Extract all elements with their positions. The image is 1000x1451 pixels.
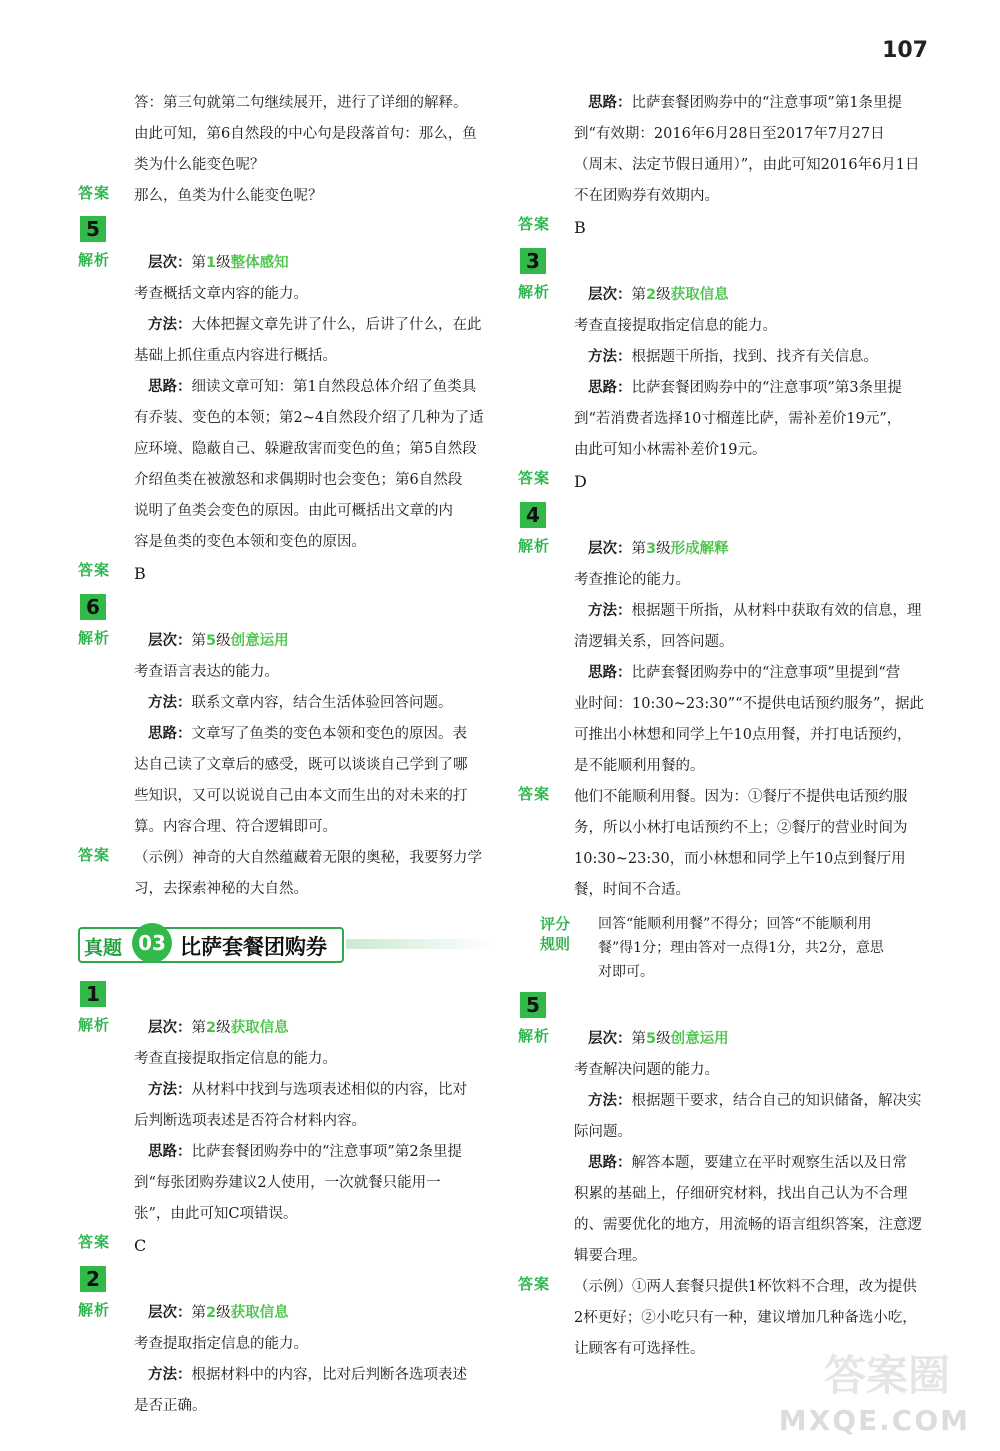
thinking-line: 思路：比萨套餐团购券中的“注意事项”第1条里提 [588, 95, 903, 111]
answer-tag: 答案 [78, 184, 111, 202]
ability-line: 考查直接提取指定信息的能力。 [134, 1051, 337, 1067]
method-line: 方法：大体把握文章先讲了什么，后讲了什么，在此 [148, 317, 482, 333]
s3q1-analysis [78, 1013, 498, 1230]
answer-text: （示例）①两人套餐只提供1杯饮料不合理，改为提供 [574, 1279, 917, 1295]
question-number: 2 [80, 1266, 106, 1292]
thinking-line: 思路：解答本题，要建立在平时观察生活以及日常 [588, 1155, 907, 1171]
s3q4-analysis [518, 534, 938, 782]
level-line: 层次：第1级整体感知 [148, 255, 289, 271]
answer-text: B [574, 218, 586, 237]
answer-text: 10:30~23:30，而小林想和同学上午10点到餐厅用 [574, 851, 906, 867]
s3q2-thinking-continued [518, 88, 938, 212]
answer-text: C [134, 1236, 147, 1255]
thinking-line: 到“有效期：2016年6月28日至2017年7月27日 [574, 126, 885, 142]
banner-title: 比萨套餐团购券 [180, 934, 327, 959]
thinking-line: 的、需要优化的地方，用流畅的语言组织答案，注意逻 [574, 1217, 922, 1233]
answer-tag: 答案 [518, 215, 551, 233]
question-number: 5 [520, 992, 546, 1018]
question-number: 6 [80, 594, 106, 620]
level-line: 层次：第2级获取信息 [588, 287, 729, 303]
banner-decoration [346, 939, 496, 949]
method-line: 方法：根据材料中的内容，比对后判断各选项表述 [148, 1367, 467, 1383]
answer-text: 那么，鱼类为什么能变色呢？ [134, 188, 323, 204]
thinking-line: 思路：细读文章可知：第1自然段总体介绍了鱼类具 [148, 379, 477, 395]
scoring-line: 餐”得1分；理由答对一点得1分，共2分，意思 [598, 940, 884, 956]
level-line: 层次：第5级创意运用 [148, 633, 289, 649]
method-line: 方法：从材料中找到与选项表述相似的内容，比对 [148, 1082, 467, 1098]
answer-text: 习，去探索神秘的大自然。 [134, 881, 308, 897]
analysis-tag: 解析 [518, 537, 551, 555]
answer-text: B [134, 564, 146, 583]
thinking-line: 到“每张团购券建议2人使用，一次就餐只能用一 [134, 1175, 441, 1191]
question-number: 1 [80, 981, 106, 1007]
thinking-line: 容是鱼类的变色本领和变色的原因。 [134, 534, 366, 550]
level-line: 层次：第2级获取信息 [148, 1305, 289, 1321]
s3q2-answer [518, 212, 938, 244]
thinking-line: 到“若消费者选择10寸榴莲比萨，需补差价19元”， [574, 411, 902, 427]
text-line: 答：第三句就第二句继续展开，进行了详细的解释。 [134, 95, 468, 111]
thinking-line: 思路：比萨套餐团购券中的“注意事项”里提到“营 [588, 665, 901, 681]
banner-number: 03 [132, 923, 172, 963]
answer-text: D [574, 472, 587, 491]
method-line: 后判断选项表述是否符合材料内容。 [134, 1113, 366, 1129]
q4-answer [78, 181, 498, 212]
analysis-tag: 解析 [78, 251, 111, 269]
answer-tag: 答案 [518, 785, 551, 803]
analysis-tag: 解析 [78, 1016, 111, 1034]
q4-thinking-continued [78, 88, 498, 181]
answer-tag: 答案 [78, 561, 111, 579]
answer-tag: 答案 [78, 846, 111, 864]
q5-answer [78, 558, 498, 590]
s3q3-answer [518, 466, 938, 498]
method-line: 基础上抓住重点内容进行概括。 [134, 348, 337, 364]
thinking-line: 思路：比萨套餐团购券中的“注意事项”第2条里提 [148, 1144, 463, 1160]
ability-line: 考查概括文章内容的能力。 [134, 286, 308, 302]
analysis-tag: 解析 [518, 1027, 551, 1045]
answer-tag: 答案 [518, 469, 551, 487]
answer-tag: 答案 [78, 1233, 111, 1251]
level-line: 层次：第3级形成解释 [588, 541, 729, 557]
right-column [518, 88, 938, 1365]
thinking-line: 说明了鱼类会变色的原因。由此可概括出文章的内 [134, 503, 453, 519]
thinking-line: 由此可知小林需补差价19元。 [574, 442, 767, 458]
scoring-line: 对即可。 [598, 964, 654, 980]
answer-text: 让顾客有可选择性。 [574, 1341, 705, 1357]
thinking-line: 张”，由此可知C项错误。 [134, 1206, 298, 1222]
q6-answer [78, 843, 498, 905]
thinking-line: 算。内容合理、符合逻辑即可。 [134, 819, 337, 835]
analysis-tag: 解析 [78, 1301, 111, 1319]
answer-text: 务，所以小林打电话预约不上；②餐厅的营业时间为 [574, 820, 908, 836]
question-number: 4 [520, 502, 546, 528]
watermark-text: MXQE.COM [778, 1404, 970, 1437]
thinking-line: 可推出小林想和同学上午10点用餐，并打电话预约， [574, 727, 912, 743]
ability-line: 考查推论的能力。 [574, 572, 690, 588]
thinking-line: 些知识，又可以说说自己由本文而生出的对未来的打 [134, 788, 468, 804]
thinking-line: 业时间：10:30~23:30”“不提供电话预约服务”，据此 [574, 696, 924, 712]
thinking-line: 不在团购券有效期内。 [574, 188, 719, 204]
ability-line: 考查语言表达的能力。 [134, 664, 279, 680]
answer-text: （示例）神奇的大自然蕴藏着无限的奥秘，我要努力学 [134, 850, 482, 866]
s3q2-analysis [78, 1298, 498, 1422]
ability-line: 考查直接提取指定信息的能力。 [574, 318, 777, 334]
watermark-mark: 答案圈 [823, 1351, 950, 1400]
level-line: 层次：第2级获取信息 [148, 1020, 289, 1036]
thinking-line: 思路：比萨套餐团购券中的“注意事项”第3条里提 [588, 380, 903, 396]
thinking-line: 应环境、隐蔽自己、躲避敌害而变色的鱼；第5自然段 [134, 441, 477, 457]
watermark [778, 1351, 970, 1437]
thinking-line: 思路：文章写了鱼类的变色本领和变色的原因。表 [148, 726, 467, 742]
scoring-badge: 评分 规则 [539, 915, 570, 953]
thinking-line: 有乔装、变色的本领；第2~4自然段介绍了几种为了适 [134, 410, 484, 426]
q5-analysis [78, 248, 498, 558]
method-line: 方法：联系文章内容，结合生活体验回答问题。 [148, 695, 453, 711]
banner-label: 真题 [84, 937, 123, 959]
s3q4-answer [518, 782, 938, 906]
ability-line: 考查解决问题的能力。 [574, 1062, 719, 1078]
text-line: 类为什么能变色呢？ [134, 157, 265, 173]
left-column [78, 88, 498, 1422]
scoring-rules [518, 912, 938, 984]
answer-tag: 答案 [518, 1275, 551, 1293]
scoring-line: 回答“能顺利用餐”不得分；回答“不能顺利用 [598, 916, 872, 932]
thinking-line: 是不能顺利用餐的。 [574, 758, 705, 774]
level-line: 层次：第5级创意运用 [588, 1031, 729, 1047]
analysis-tag: 解析 [78, 629, 111, 647]
answer-text: 他们不能顺利用餐。因为：①餐厅不提供电话预约服 [574, 789, 908, 805]
section-banner [78, 921, 498, 967]
method-line: 方法：根据题干要求，结合自己的知识储备，解决实 [588, 1093, 922, 1109]
method-line: 方法：根据题干所指，从材料中获取有效的信息，理 [588, 603, 922, 619]
s3q3-analysis [518, 280, 938, 466]
method-line: 际问题。 [574, 1124, 632, 1140]
question-number: 5 [80, 216, 106, 242]
thinking-line: 积累的基础上，仔细研究材料，找出自己认为不合理 [574, 1186, 908, 1202]
thinking-line: 达自己读了文章后的感受，既可以谈谈自己学到了哪 [134, 757, 468, 773]
thinking-line: （周末、法定节假日通用）”，由此可知2016年6月1日 [574, 157, 920, 173]
ability-line: 考查提取指定信息的能力。 [134, 1336, 308, 1352]
analysis-tag: 解析 [518, 283, 551, 301]
method-line: 方法：根据题干所指，找到、找齐有关信息。 [588, 349, 878, 365]
method-line: 是否正确。 [134, 1398, 207, 1414]
s3q1-answer [78, 1230, 498, 1262]
s3q5-analysis [518, 1024, 938, 1272]
text-line: 由此可知，第6自然段的中心句是段落首句：那么，鱼 [134, 126, 477, 142]
thinking-line: 介绍鱼类在被激怒和求偶期时也会变色；第6自然段 [134, 472, 463, 488]
thinking-line: 辑要合理。 [574, 1248, 647, 1264]
q6-analysis [78, 626, 498, 843]
page-number: 107 [882, 38, 928, 63]
answer-text: 2杯更好；②小吃只有一种，建议增加几种备选小吃， [574, 1310, 917, 1326]
method-line: 清逻辑关系，回答问题。 [574, 634, 734, 650]
question-number: 3 [520, 248, 546, 274]
answer-text: 餐，时间不合适。 [574, 882, 690, 898]
